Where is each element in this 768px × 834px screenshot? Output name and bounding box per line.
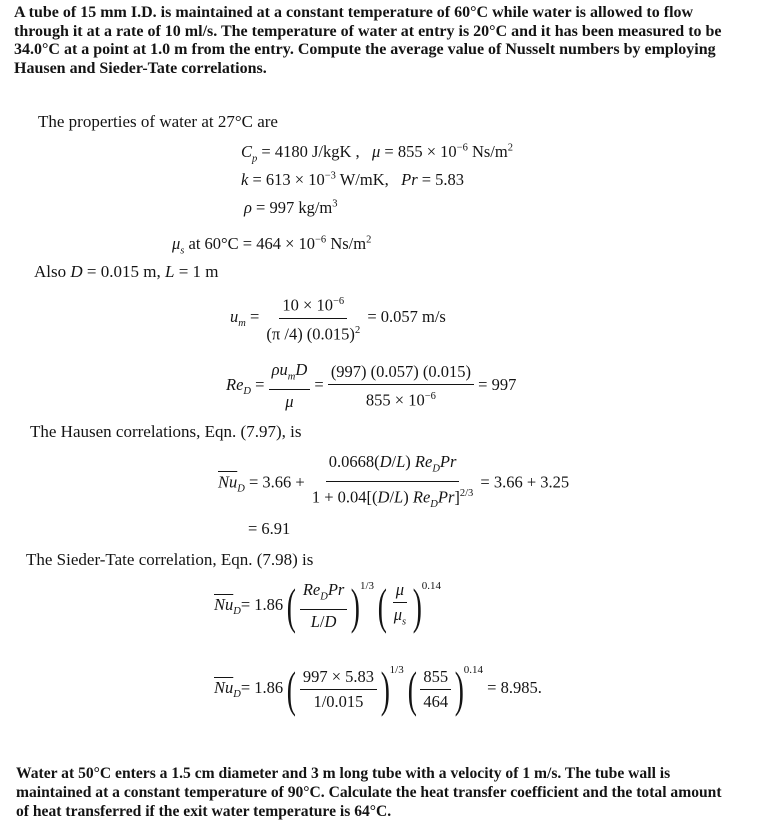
- st2-exp-2: 0.14: [463, 664, 484, 676]
- hausen-equation: $\overline{Nu}_D = 3.66$ + $\frac{0.0668(D/L) Re_DPr}{1 + 0.04[(D/L) Re_DPr]^{2/3}}$ = 3.66 + 3.25: [218, 452, 569, 515]
- re-symbolic-fraction: $\frac{\rho u_mD}{\mu}$: [269, 360, 311, 412]
- hausen-den-prefix: 1 + 0.04[(: [311, 487, 378, 507]
- also-d: = 0.015 m,: [82, 262, 165, 281]
- also-line: Also D = 0.015 m, L = 1 m: [34, 262, 219, 281]
- um-result: = 0.057 m/s: [367, 306, 446, 326]
- problem-line: A tube of 15 mm I.D. is maintained at a constant temperature of 60°C while water is allowed to flow: [14, 4, 694, 21]
- hausen-final: = 6.91: [248, 519, 291, 538]
- mus-exp: −6: [315, 234, 327, 246]
- um-equation: $u_m$ = $\frac{10 \times 10^{-6}}{(\pi /4) (0.015)^2}$ = 0.057 m/s: [230, 292, 446, 344]
- problem-line: of heat transferred if the exit water temperature is 64°C.: [16, 803, 392, 820]
- re-numeric-fraction: [328, 362, 474, 411]
- hausen-fraction: $\frac{0.0668(D/L) Re_DPr}{1 + 0.04[(D/L) Re_DPr]^{2/3}}$: [311, 452, 474, 511]
- rho-equation: ρ = 997 $kg/m^3$: [244, 198, 338, 217]
- properties-intro: The properties of water at 27°C are: [38, 112, 278, 131]
- problem-line: 34.0°C at a point at 1.0 m from the entry. Compute the average value of Nusselt numbers by employing: [14, 41, 716, 58]
- st2-paren-1: ( $\frac{997 \times 5.83}{1/0.015}$ ) 1/3: [286, 661, 404, 717]
- st-paren-1: ( $\frac{Re_DPr}{L/D}$ ) 1/3: [286, 578, 375, 635]
- st2-exp-1: 1/3: [389, 664, 404, 676]
- re-denominator: 855 × 10: [365, 390, 425, 410]
- sieder-tate-numeric: $\overline{Nu}_D= 1.86$ ( $\frac{997 \times 5.83}{1/0.015}$ ) 1/3 ( $\frac{855}{464}$ ) 0.14 = 8.985.: [214, 661, 542, 717]
- mus-value: at 60°C = 464 × 10: [184, 234, 316, 253]
- k-value: = 613 × 10: [252, 170, 325, 189]
- mus-unit: Ns/m: [326, 234, 367, 253]
- hausen-den-exp: 2/3: [459, 488, 474, 500]
- st-paren-2: ( $\frac{\mu}{\mu_s}$ ) 0.14: [377, 578, 441, 635]
- k-exp: −3: [324, 170, 336, 182]
- also-l: = 1 m: [174, 262, 219, 281]
- st2-numerator-1: 997 × 5.83: [300, 667, 377, 690]
- re-equation: $Re_D$ = $\frac{\rho u_mD}{\mu}$ = $\frac{(997) (0.057) (0.015)}{855 \times 10^{-6}}$ = 997: [226, 360, 517, 412]
- cp-value: = 4180 J/kgK ,: [261, 142, 360, 161]
- st2-numerator-2: 855: [420, 667, 451, 690]
- re-den-exp: −6: [424, 390, 436, 402]
- um-num-exp: −6: [332, 296, 345, 307]
- hausen-intro: The Hausen correlations, Eqn. (7.97), is: [30, 422, 302, 441]
- problem-statement-2: [16, 764, 760, 821]
- mu-unit: Ns/m: [467, 142, 508, 161]
- problem-line: through it at a rate of 10 ml/s. The temperature of water at entry is 20°C and it has been measured to be: [14, 22, 722, 40]
- mus-equation: $\mu_s$ at $60^\circ C = 464 \times 10^{-6}$ $Ns/m^2$: [172, 234, 372, 257]
- also-label: Also: [34, 262, 67, 281]
- mu-value: = 855 × 10: [384, 142, 457, 161]
- hausen-result: = 3.66 + 3.25: [480, 472, 570, 492]
- cp-mu-equation: $C_p = 4180$ J/kgK , $\mu = 855 \times 10^{-6}$ $Ns/m^2$: [241, 142, 513, 165]
- st2-result: = 8.985.: [487, 677, 542, 697]
- mu-exp: −6: [456, 142, 468, 154]
- k-pr-equation: $k = 613 \times 10^{-3}$ W/mK, Pr = 5.83: [241, 170, 465, 189]
- pr-value: = 5.83: [421, 170, 465, 189]
- st-exp-2: 0.14: [421, 580, 441, 592]
- sieder-intro: The Sieder-Tate correlation, Eqn. (7.98) is: [26, 550, 314, 569]
- um-numerator: 10 × 10: [282, 295, 333, 315]
- hausen-constant: = 3.66 +: [248, 472, 305, 492]
- re-numerator: (997) (0.057) (0.015): [328, 362, 474, 385]
- problem-statement-1: [14, 4, 762, 78]
- st-exp-1: 1/3: [359, 580, 375, 592]
- um-denominator: (π /4) (0.015): [266, 324, 355, 343]
- st2-denominator-2: 464: [423, 691, 449, 711]
- rho-value: = 997 kg/m: [256, 198, 333, 217]
- hausen-coef: 0.0668: [328, 452, 375, 471]
- st-coefficient: = 1.86: [240, 594, 284, 614]
- k-unit: W/mK,: [335, 170, 389, 189]
- problem-line: maintained at a constant temperature of 90°C. Calculate the heat transfer coefficient and the total amount: [16, 784, 722, 801]
- st2-denominator-1: 1/0.015: [313, 691, 364, 711]
- st-coefficient: = 1.86: [240, 677, 284, 697]
- sieder-tate-equation: $\overline{Nu}_D= 1.86$ ( $\frac{Re_DPr}{L/D}$ ) 1/3 ( $\frac{\mu}{\mu_s}$ ) 0.14: [214, 578, 441, 635]
- problem-line: Water at 50°C enters a 1.5 cm diameter and 3 m long tube with a velocity of 1 m/s. The tube wall is: [16, 765, 671, 782]
- um-fraction: $\frac{10 \times 10^{-6}}{(\pi /4) (0.015)^2}$: [263, 292, 363, 344]
- re-result: = 997: [478, 374, 517, 394]
- st2-paren-2: ( $\frac{855}{464}$ ) 0.14: [407, 661, 484, 717]
- problem-line: Hausen and Sieder-Tate correlations.: [14, 59, 267, 77]
